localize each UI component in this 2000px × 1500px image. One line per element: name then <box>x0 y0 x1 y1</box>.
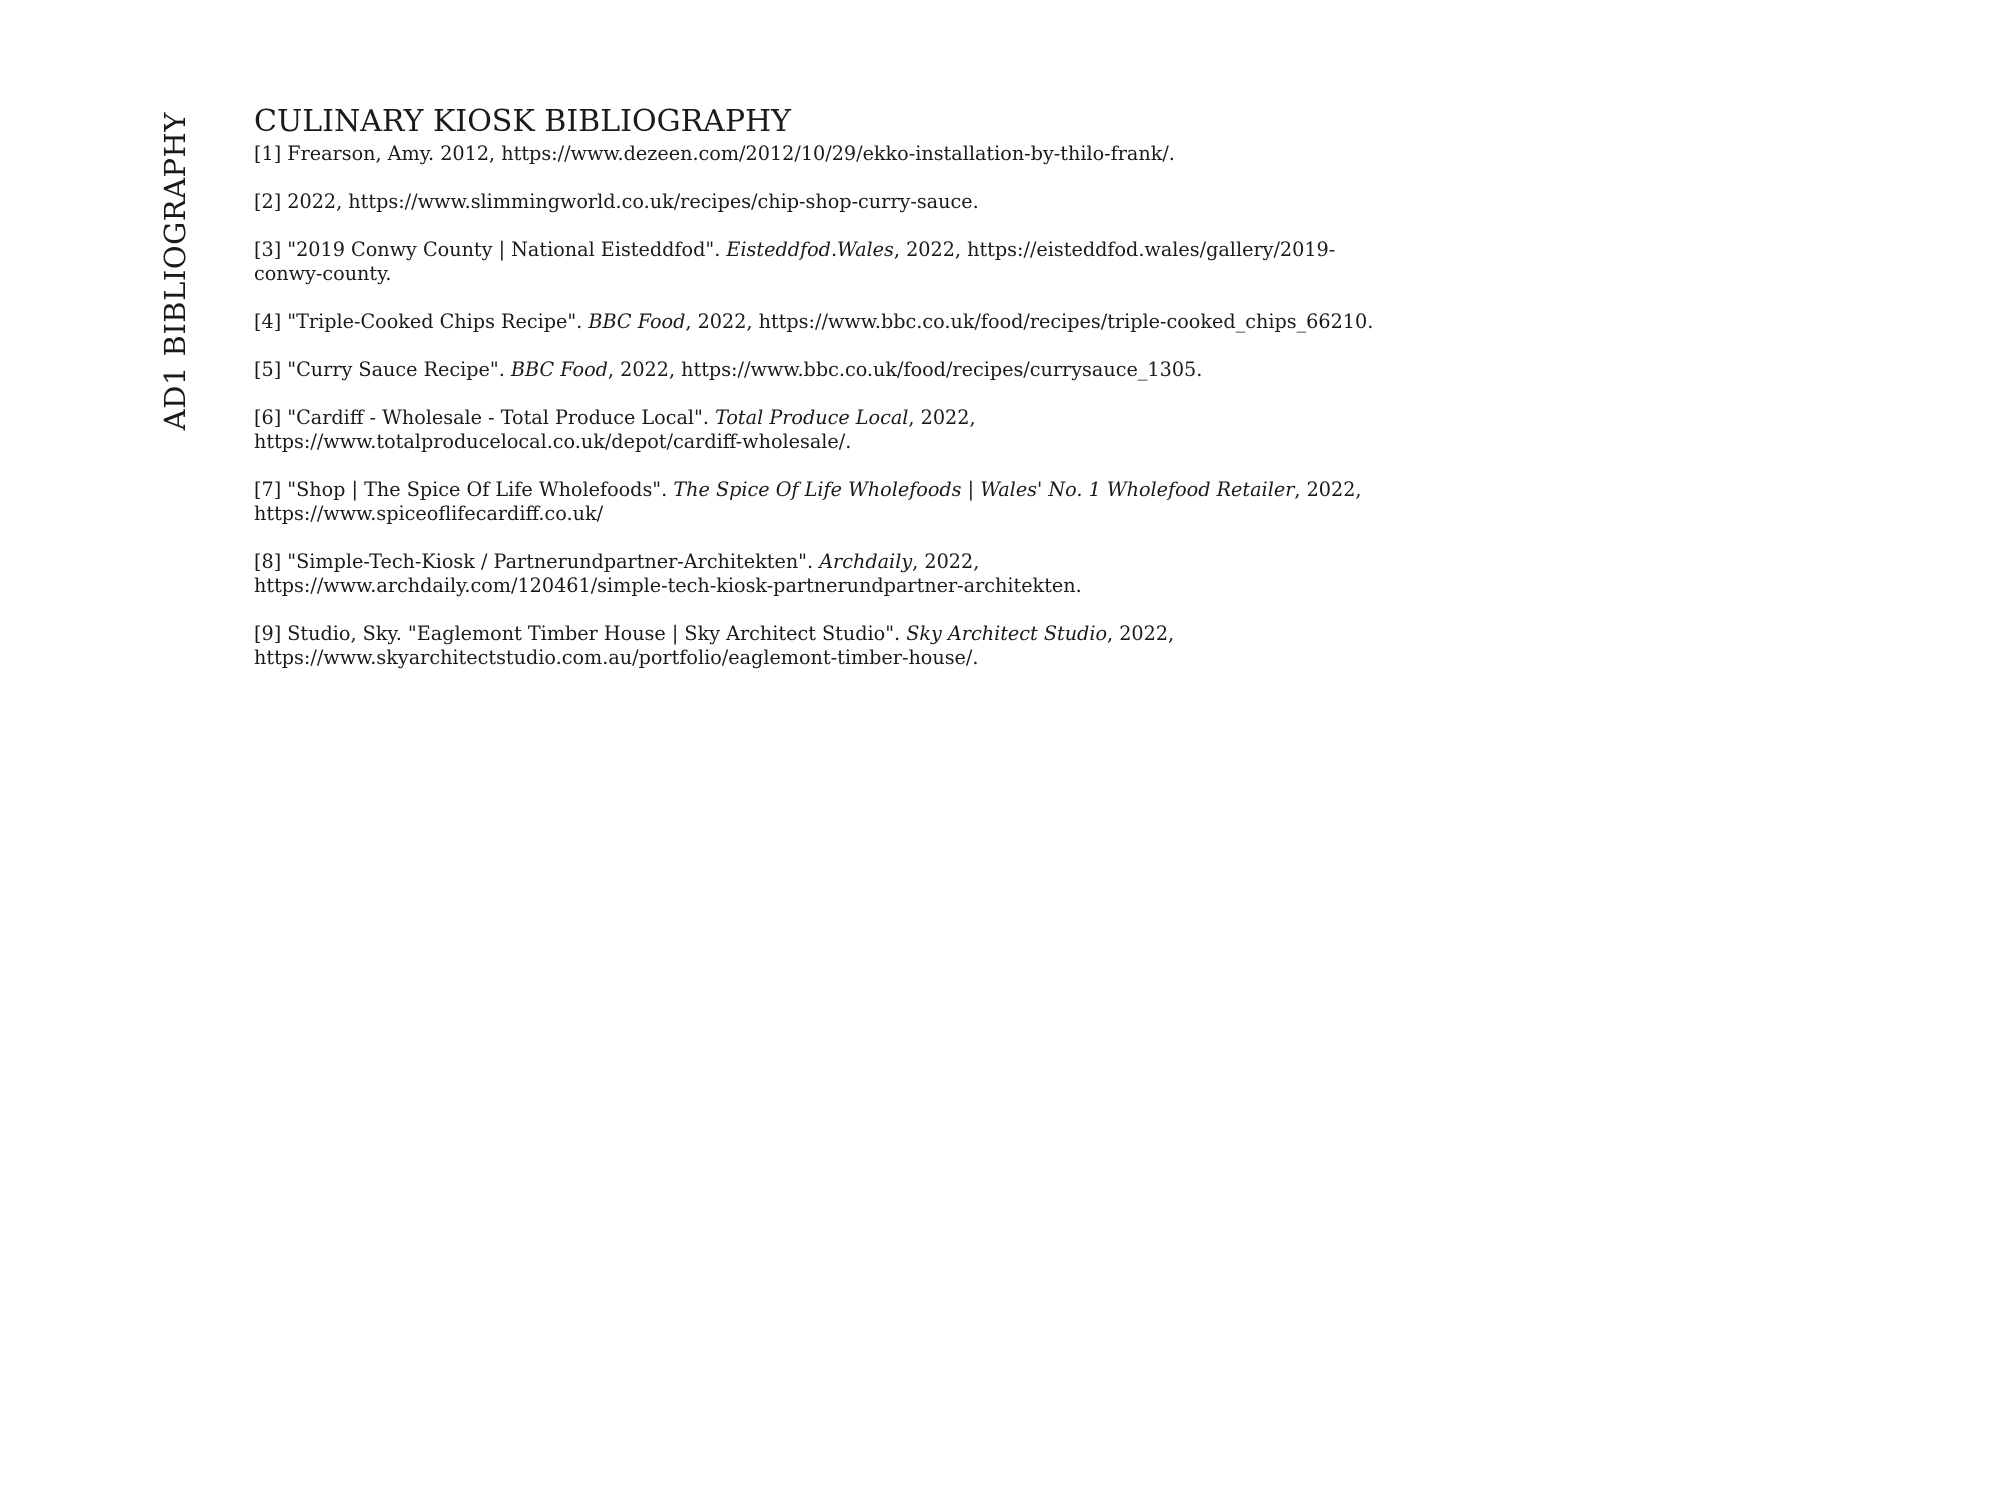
bibliography-entry-7 <box>254 478 1734 526</box>
entry-text: [7] "Shop | The Spice Of Life Wholefoods". <box>254 478 674 501</box>
entry-line <box>254 574 1734 598</box>
entry-text: , 2022, <box>1294 478 1362 501</box>
entry-line <box>254 358 1734 382</box>
entry-line <box>254 502 1734 526</box>
bibliography-entry-8 <box>254 550 1734 598</box>
entry-url: https://www.spiceoflifecardiff.co.uk/ <box>254 502 604 525</box>
entry-text: [1] Frearson, Amy. 2012, https://www.dezeen.com/2012/10/29/ekko-installation-by-thilo-frank/. <box>254 142 1175 165</box>
entry-url: https://www.totalproducelocal.co.uk/depot/cardiff-wholesale/. <box>254 430 852 453</box>
entry-line <box>254 262 1734 286</box>
bibliography-entry-9 <box>254 622 1734 670</box>
entry-line <box>254 142 1734 166</box>
bibliography-entry-4 <box>254 310 1734 334</box>
entry-source: Sky Architect Studio <box>906 622 1108 645</box>
entry-text: [5] "Curry Sauce Recipe". <box>254 358 511 381</box>
entry-text: [8] "Simple-Tech-Kiosk / Partnerundpartner-Architekten". <box>254 550 820 573</box>
entry-line <box>254 430 1734 454</box>
entry-source: BBC Food <box>588 310 686 333</box>
entry-source: BBC Food <box>510 358 608 381</box>
bibliography-entry-5 <box>254 358 1734 382</box>
entry-text: [9] Studio, Sky. "Eaglemont Timber House | Sky Architect Studio". <box>254 622 907 645</box>
bibliography-entry-1 <box>254 142 1734 166</box>
side-label-container <box>155 112 195 447</box>
entry-url: https://www.archdaily.com/120461/simple-tech-kiosk-partnerundpartner-architekten. <box>254 574 1082 597</box>
entry-line <box>254 550 1734 574</box>
entry-line <box>254 310 1734 334</box>
entry-text: , 2022, <box>1107 622 1175 645</box>
side-section-label: AD1 BIBLIOGRAPHY <box>158 112 192 431</box>
bibliography-content <box>254 103 1734 694</box>
entry-text: , 2022, <box>908 406 976 429</box>
page-title: CULINARY KIOSK BIBLIOGRAPHY <box>254 104 791 139</box>
entry-line <box>254 478 1734 502</box>
entry-line <box>254 622 1734 646</box>
entry-url: conwy-county. <box>254 262 392 285</box>
entry-source: Archdaily <box>819 550 913 573</box>
entry-text: , 2022, https://www.bbc.co.uk/food/recipes/triple-cooked_chips_66210. <box>685 310 1374 333</box>
bibliography-entry-3 <box>254 238 1734 286</box>
entry-text: [6] "Cardiff - Wholesale - Total Produce Local". <box>254 406 716 429</box>
entry-source: The Spice Of Life Wholefoods | Wales' No. 1 Wholefood Retailer <box>673 478 1295 501</box>
entry-text: , 2022, https://eisteddfod.wales/gallery/2019- <box>893 238 1336 261</box>
entry-line <box>254 406 1734 430</box>
entry-line <box>254 646 1734 670</box>
entry-text: , 2022, https://www.bbc.co.uk/food/recipes/currysauce_1305. <box>607 358 1203 381</box>
bibliography-list <box>254 142 1734 670</box>
entry-source: Eisteddfod.Wales <box>726 238 894 261</box>
entry-text: [2] 2022, https://www.slimmingworld.co.uk/recipes/chip-shop-curry-sauce. <box>254 190 979 213</box>
bibliography-entry-2 <box>254 190 1734 214</box>
entry-source: Total Produce Local <box>715 406 909 429</box>
entry-text: [3] "2019 Conwy County | National Eisteddfod". <box>254 238 727 261</box>
entry-line <box>254 238 1734 262</box>
bibliography-entry-6 <box>254 406 1734 454</box>
entry-text: [4] "Triple-Cooked Chips Recipe". <box>254 310 589 333</box>
entry-line <box>254 190 1734 214</box>
entry-text: , 2022, <box>912 550 980 573</box>
entry-url: https://www.skyarchitectstudio.com.au/portfolio/eaglemont-timber-house/. <box>254 646 979 669</box>
